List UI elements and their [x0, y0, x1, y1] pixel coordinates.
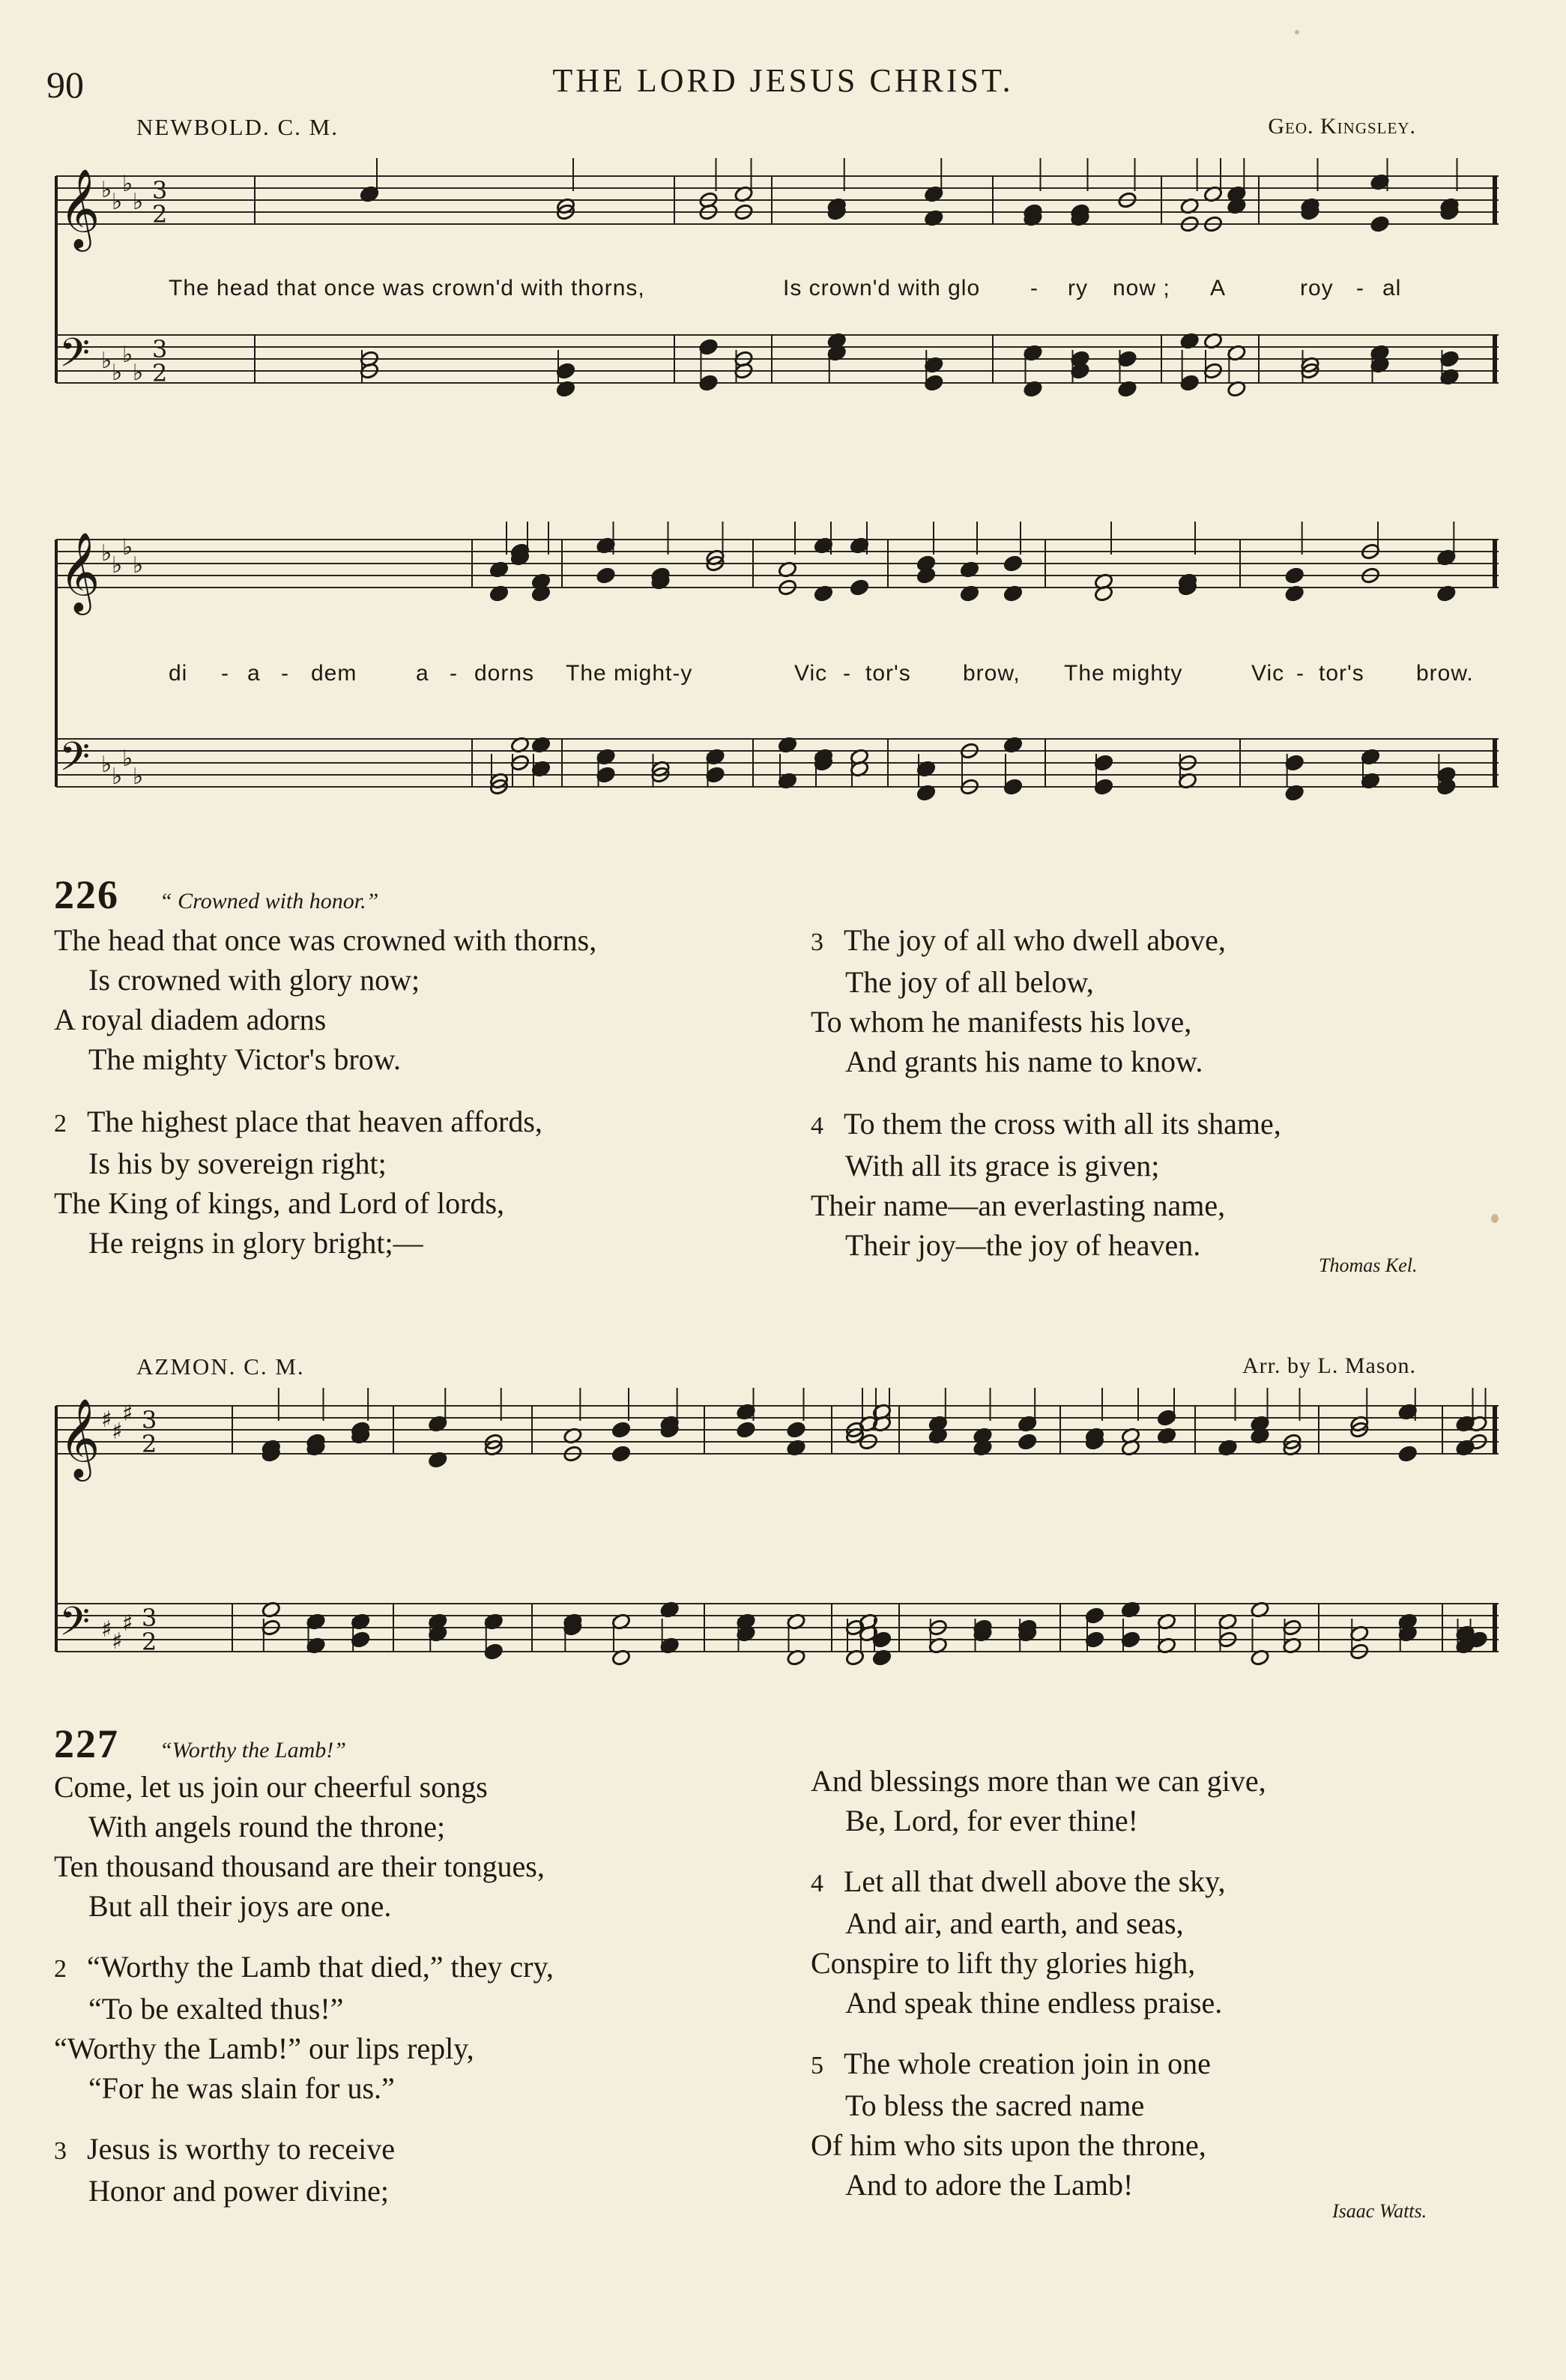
note-head [611, 1445, 632, 1463]
key-signature: ♭ [122, 171, 133, 197]
hymn-226-author: Thomas Kel. [1319, 1254, 1418, 1276]
verse-line: The mighty Victor's brow. [88, 1042, 401, 1076]
verse-line: And air, and earth, and seas, [845, 1906, 1184, 1940]
verse-number: 3 [54, 2137, 67, 2165]
key-signature: ♯ [122, 1401, 133, 1427]
verse-line: “To be exalted thus!” [88, 1992, 344, 2026]
verse [54, 1102, 596, 1263]
verse-text: To them the cross with all its shame, [844, 1107, 1281, 1141]
lyric-syllable: dem [311, 661, 357, 686]
key-signature: ♭ [101, 177, 112, 203]
music-score-newbold-system-1 [52, 154, 1506, 468]
lyric-syllable: The mighty [1064, 661, 1183, 686]
lyric-syllable: roy [1300, 276, 1334, 300]
note-head [596, 567, 616, 585]
verse [54, 1947, 554, 2108]
verse-text: Jesus is worthy to receive [87, 2132, 396, 2166]
bass-clef: 𝄢 [59, 734, 91, 790]
hymn-227-heading [54, 1721, 346, 1767]
hymn-227-verses-left [54, 1767, 554, 2211]
bass-clef: 𝄢 [59, 330, 91, 386]
verse-text: The whole creation join in one [844, 2047, 1211, 2080]
lyric-syllable: tor's [1319, 661, 1364, 686]
lyric-syllable: ry [1068, 276, 1088, 300]
verse-text: Let all that dwell above the sky, [844, 1864, 1226, 1898]
staff-lines [56, 1604, 1499, 1652]
note-head [786, 1421, 806, 1439]
verse [811, 2044, 1266, 2205]
hymn-226-verses-right [811, 920, 1281, 1265]
verse-line: Is his by sovereign right; [88, 1147, 387, 1180]
verse-line: Is crowned with glory now; [88, 963, 420, 997]
verse-line: Be, Lord, for ever thine! [845, 1804, 1138, 1837]
lyric-syllable: - [1030, 276, 1039, 300]
verse-number: 2 [54, 1955, 67, 1983]
note-head [1284, 567, 1305, 585]
hymn-subtitle: “Worthy the Lamb!” [160, 1738, 346, 1763]
verse-line: And to adore the Lamb! [845, 2168, 1134, 2202]
key-signature: ♭ [112, 552, 123, 579]
verse [811, 1761, 1266, 1840]
verse-line: And grants his name to know. [845, 1045, 1203, 1078]
verse [54, 1767, 554, 1926]
hymn-227-author: Isaac Watts. [1332, 2200, 1427, 2222]
verse-line: A royal diadem adorns [54, 1003, 327, 1036]
verse-line: With all its grace is given; [845, 1149, 1160, 1183]
hymn-226-heading [54, 872, 378, 918]
verse-number: 4 [811, 1870, 823, 1897]
key-signature: ♯ [112, 1419, 123, 1445]
verse-line: The King of kings, and Lord of lords, [54, 1186, 505, 1220]
key-signature: ♭ [112, 189, 123, 215]
verse-line [811, 2044, 1266, 2085]
verse-line: Come, let us join our cheerful songs [54, 1770, 488, 1804]
lyrics-newbold-line-2 [169, 661, 1487, 691]
treble-clef: 𝄞 [59, 168, 100, 248]
bass-clef: 𝄢 [59, 1599, 91, 1655]
time-signature-bottom: 2 [152, 200, 168, 229]
lyrics-newbold-line-1 [169, 276, 1487, 306]
verse-line [54, 1947, 554, 1989]
key-signature: ♭ [133, 764, 144, 790]
lyric-syllable: brow, [963, 661, 1021, 686]
key-signature: ♯ [112, 1628, 123, 1655]
verse-line: Their joy—the joy of heaven. [845, 1228, 1201, 1262]
lyric-syllable: The might-y [566, 661, 693, 686]
staff-lines [56, 335, 1499, 383]
hymn-226-verses-left [54, 920, 596, 1263]
staff-lines [56, 739, 1499, 787]
time-signature-bottom: 2 [142, 1628, 157, 1656]
treble-clef: 𝄞 [59, 1398, 100, 1478]
verse-text: The joy of all who dwell above, [844, 923, 1226, 957]
lyric-syllable: di [169, 661, 188, 686]
verse-line: Their name—an everlasting name, [811, 1189, 1226, 1222]
hymn-number: 227 [54, 1721, 119, 1766]
key-signature: ♭ [122, 746, 133, 772]
verse-number: 5 [811, 2052, 823, 2080]
key-signature: ♯ [122, 1610, 133, 1637]
time-signature-top: 3 [152, 176, 168, 205]
tune-name-newbold: NEWBOLD. C. M. [136, 114, 339, 140]
key-signature: ♭ [122, 534, 133, 561]
lyric-syllable: The head that once was crown'd with thorns, [169, 276, 645, 300]
key-signature: ♯ [101, 1616, 112, 1643]
composer-newbold: Geo. Kingsley. [1268, 114, 1416, 139]
staff-lines [56, 176, 1499, 224]
lyric-syllable: a [416, 661, 429, 686]
composer-azmon: Arr. by L. Mason. [1242, 1353, 1416, 1378]
key-signature: ♭ [133, 360, 144, 386]
verse-line: The joy of all below, [845, 965, 1094, 999]
verse-line: To bless the sacred name [845, 2088, 1145, 2122]
key-signature: ♭ [101, 752, 112, 778]
verse-line [54, 2129, 554, 2171]
time-signature-top: 3 [142, 1406, 157, 1434]
lyric-syllable: Vic [1251, 661, 1285, 686]
verse-line: The head that once was crowned with thorns, [54, 923, 597, 957]
verse-line [811, 920, 1281, 962]
verse-line: And speak thine endless praise. [845, 1986, 1223, 2020]
lyric-syllable: Vic [794, 661, 828, 686]
key-signature: ♭ [112, 360, 123, 386]
tune-name-azmon: AZMON. C. M. [136, 1353, 305, 1380]
key-signature: ♭ [101, 540, 112, 567]
note-head [1018, 1433, 1038, 1451]
time-signature-bottom: 2 [142, 1430, 157, 1458]
note-head [736, 1421, 756, 1439]
lyric-syllable: A [1210, 276, 1227, 300]
key-signature: ♭ [101, 348, 112, 374]
lyric-syllable: a [247, 661, 261, 686]
hymn-227-verses-right [811, 1761, 1266, 2205]
verse-line: Honor and power divine; [88, 2174, 390, 2208]
hymn-number: 226 [54, 872, 119, 917]
time-signature-top: 3 [142, 1604, 157, 1632]
key-signature: ♭ [112, 764, 123, 790]
verse [54, 2129, 554, 2211]
verse-line [811, 1104, 1281, 1146]
key-signature: ♭ [133, 189, 144, 215]
paper-speck [1491, 1214, 1499, 1223]
lyric-syllable: - [221, 661, 229, 686]
lyric-syllable: dorns [474, 661, 535, 686]
paper-speck [1295, 30, 1299, 34]
verse-line: “Worthy the Lamb!” our lips reply, [54, 2032, 474, 2065]
hymn-subtitle: “ Crowned with honor.” [160, 889, 379, 913]
verse-line: And blessings more than we can give, [811, 1764, 1266, 1798]
verse-text: “Worthy the Lamb that died,” they cry, [87, 1950, 554, 1984]
verse [54, 920, 596, 1079]
verse [811, 1104, 1281, 1265]
music-score-azmon [52, 1394, 1506, 1694]
verse-line: He reigns in glory bright;— [88, 1226, 423, 1260]
lyric-syllable: - [450, 661, 458, 686]
verse-line: Conspire to lift thy glories high, [811, 1946, 1196, 1980]
verse-line: With angels round the throne; [88, 1810, 446, 1843]
verse-line: To whom he manifests his love, [811, 1005, 1192, 1039]
note-head [611, 1421, 632, 1439]
note-head [850, 579, 870, 596]
page-number: 90 [46, 64, 84, 106]
lyric-syllable: Is crown'd with glo [783, 276, 981, 300]
verse-number: 4 [811, 1112, 823, 1140]
treble-clef: 𝄞 [59, 531, 100, 611]
verse-line: But all their joys are one. [88, 1889, 392, 1923]
verse-number: 2 [54, 1110, 67, 1138]
key-signature: ♭ [133, 552, 144, 579]
key-signature: ♭ [122, 342, 133, 368]
lyric-syllable: - [1296, 661, 1305, 686]
verse-line: Ten thousand thousand are their tongues, [54, 1849, 545, 1883]
note-head [1370, 215, 1390, 233]
time-signature-bottom: 2 [152, 359, 168, 387]
verse-line [54, 1102, 596, 1144]
key-signature: ♯ [101, 1407, 112, 1433]
lyric-syllable: tor's [865, 661, 911, 686]
verse-line: “For he was slain for us.” [88, 2071, 395, 2105]
lyric-syllable: - [1356, 276, 1364, 300]
verse [811, 1861, 1266, 2023]
verse [811, 920, 1281, 1081]
lyric-syllable: now ; [1113, 276, 1170, 300]
page-title: THE LORD JESUS CHRIST. [552, 62, 1014, 99]
staff-lines [56, 540, 1499, 588]
note-head [1003, 555, 1024, 573]
note-head [1397, 1445, 1418, 1463]
verse-line: Of him who sits upon the throne, [811, 2128, 1206, 2162]
lyric-syllable: brow. [1416, 661, 1474, 686]
lyric-syllable: al [1382, 276, 1402, 300]
verse-line [811, 1861, 1266, 1903]
time-signature-top: 3 [152, 335, 168, 363]
lyric-syllable: - [843, 661, 851, 686]
verse-text: The highest place that heaven affords, [87, 1105, 542, 1138]
lyric-syllable: - [281, 661, 289, 686]
verse-number: 3 [811, 928, 823, 956]
